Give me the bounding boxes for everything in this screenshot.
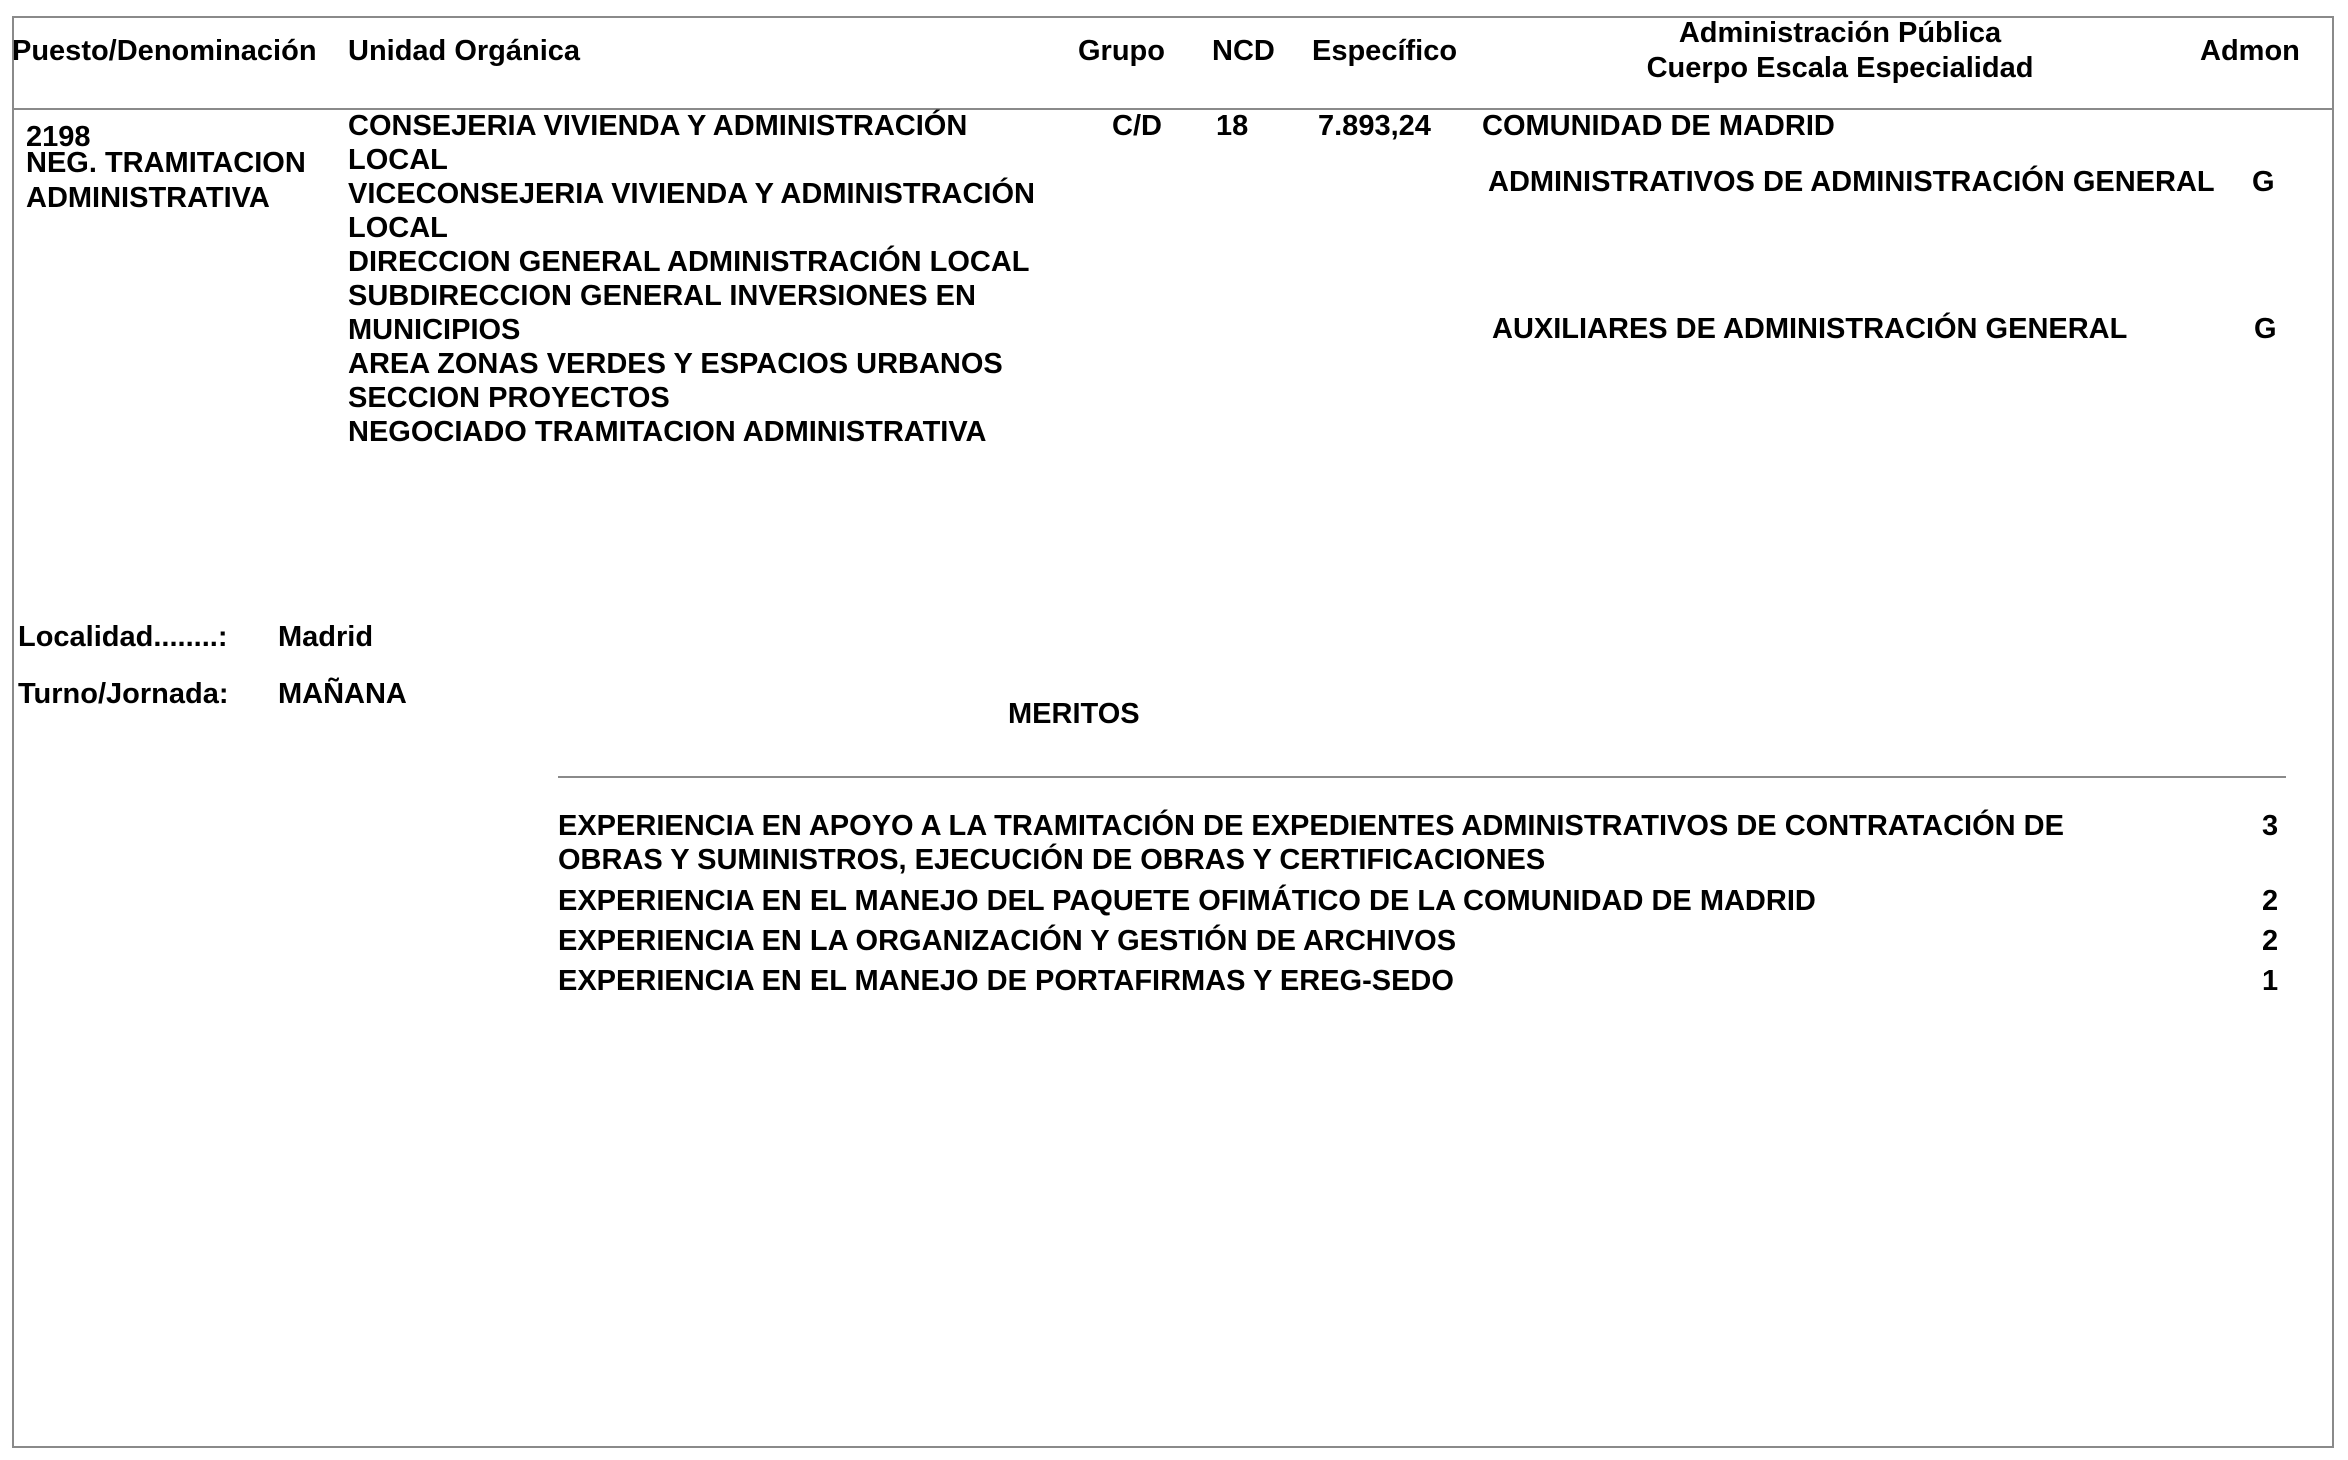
header-grupo: Grupo [1078, 35, 1165, 67]
merito-points: 1 [2262, 965, 2279, 997]
unidad-line: SUBDIRECCION GENERAL INVERSIONES EN [348, 280, 976, 312]
cuerpo-admon: G [2252, 166, 2275, 198]
header-cuerpo-escala-especialidad: Cuerpo Escala Especialidad [1646, 52, 2034, 84]
unidad-line: SECCION PROYECTOS [348, 382, 670, 414]
unidad-line: DIRECCION GENERAL ADMINISTRACIÓN LOCAL [348, 246, 1030, 278]
unidad-line: VICECONSEJERIA VIVIENDA Y ADMINISTRACIÓN [348, 178, 1035, 210]
unidad-line: MUNICIPIOS [348, 314, 521, 346]
puesto-numero: 2198 [26, 121, 91, 153]
meritos-divider [558, 776, 2286, 778]
localidad-value: Madrid [278, 621, 374, 653]
unidad-line: LOCAL [348, 212, 448, 244]
merito-points: 2 [2262, 885, 2279, 917]
header-admon: Admon [2200, 35, 2300, 67]
unidad-line: NEGOCIADO TRAMITACION ADMINISTRATIVA [348, 416, 987, 448]
merito-text: EXPERIENCIA EN LA ORGANIZACIÓN Y GESTIÓN DE ARCHIVOS [558, 925, 1457, 957]
merito-text: EXPERIENCIA EN APOYO A LA TRAMITACIÓN DE EXPEDIENTES ADMINISTRATIVOS DE CONTRATACIÓN DE [558, 810, 2064, 842]
merito-text: EXPERIENCIA EN EL MANEJO DEL PAQUETE OFIMÁTICO DE LA COMUNIDAD DE MADRID [558, 885, 1816, 917]
merito-text: EXPERIENCIA EN EL MANEJO DE PORTAFIRMAS Y EREG-SEDO [558, 965, 1454, 997]
meritos-title: MERITOS [1008, 698, 1140, 730]
header-especifico: Específico [1312, 35, 1458, 67]
unidad-organica [348, 109, 1035, 449]
header-puesto: Puesto/Denominación [12, 35, 317, 67]
denominacion-line-2: ADMINISTRATIVA [26, 182, 270, 214]
denominacion-line-1: NEG. TRAMITACION [26, 147, 306, 179]
unidad-line: LOCAL [348, 144, 448, 176]
header-ncd: NCD [1212, 35, 1275, 67]
merito-text: OBRAS Y SUMINISTROS, EJECUCIÓN DE OBRAS Y CERTIFICACIONES [558, 844, 1546, 876]
merito-points: 2 [2262, 925, 2279, 957]
header-unidad: Unidad Orgánica [348, 35, 581, 67]
cuerpo-name: ADMINISTRATIVOS DE ADMINISTRACIÓN GENERAL [1488, 166, 2215, 198]
cuerpo-admon: G [2254, 313, 2277, 345]
administracion-value: COMUNIDAD DE MADRID [1482, 110, 1835, 142]
turno-label: Turno/Jornada: [18, 678, 229, 710]
especifico-value: 7.893,24 [1318, 110, 1431, 142]
turno-value: MAÑANA [278, 678, 407, 710]
cuerpo-name: AUXILIARES DE ADMINISTRACIÓN GENERAL [1492, 313, 2128, 345]
header-administracion-publica: Administración Pública [1678, 17, 2002, 49]
unidad-line: CONSEJERIA VIVIENDA Y ADMINISTRACIÓN [348, 110, 968, 142]
merito-points: 3 [2262, 810, 2279, 842]
grupo-value: C/D [1112, 110, 1162, 142]
ncd-value: 18 [1216, 110, 1249, 142]
localidad-label: Localidad........: [18, 621, 228, 653]
unidad-line: AREA ZONAS VERDES Y ESPACIOS URBANOS [348, 348, 1003, 380]
